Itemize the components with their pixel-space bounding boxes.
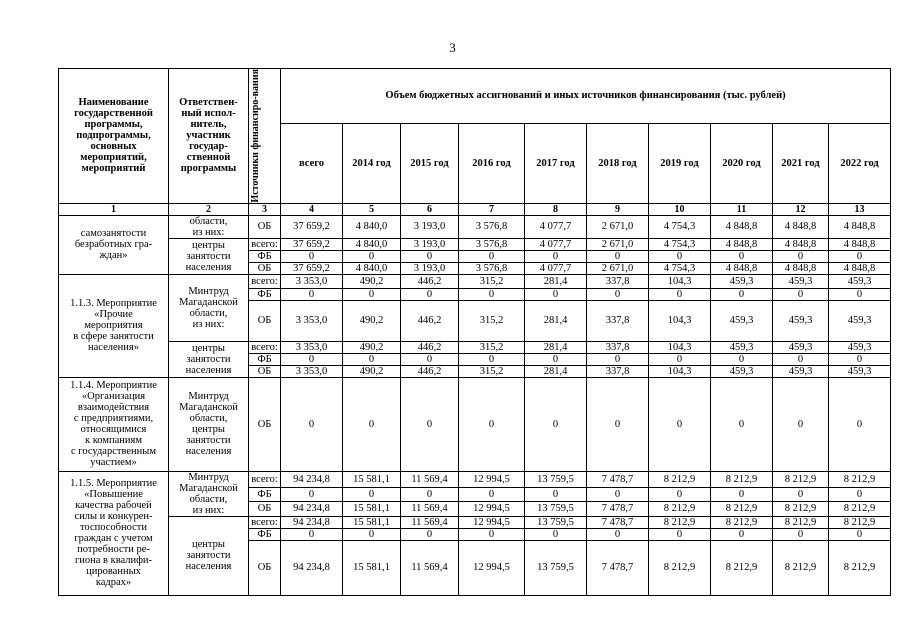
funding-source: ФБ <box>249 528 281 540</box>
amount-cell: 0 <box>711 250 773 262</box>
funding-source: всего: <box>249 238 281 250</box>
amount-cell: 459,3 <box>773 300 829 341</box>
amount-cell: 37 659,2 <box>281 262 343 274</box>
column-index: 3 <box>249 203 281 215</box>
amount-cell: 4 848,8 <box>829 262 891 274</box>
amount-cell: 337,8 <box>587 300 649 341</box>
amount-cell: 0 <box>587 288 649 300</box>
amount-cell: 8 212,9 <box>711 502 773 516</box>
amount-cell: 94 234,8 <box>281 540 343 595</box>
amount-cell: 4 754,3 <box>649 215 711 238</box>
amount-cell: 281,4 <box>525 341 587 353</box>
measure-name: 1.1.3. Мероприятие «Прочие мероприятия в сфере занятости населения» <box>59 274 169 377</box>
amount-cell: 4 754,3 <box>649 238 711 250</box>
year-header: 2020 год <box>711 123 773 203</box>
amount-cell: 0 <box>401 353 459 365</box>
amount-cell: 0 <box>587 377 649 471</box>
amount-cell: 7 478,7 <box>587 502 649 516</box>
amount-cell: 8 212,9 <box>649 471 711 488</box>
amount-cell: 8 212,9 <box>829 540 891 595</box>
amount-cell: 4 840,0 <box>343 262 401 274</box>
amount-cell: 459,3 <box>829 274 891 288</box>
amount-cell: 3 576,8 <box>459 262 525 274</box>
header-source <box>249 69 281 204</box>
amount-cell: 459,3 <box>773 365 829 377</box>
responsible-executor: Минтруд Магаданской области, центры занятости населения <box>169 377 249 471</box>
funding-source: ФБ <box>249 288 281 300</box>
amount-cell: 8 212,9 <box>711 516 773 528</box>
amount-cell: 4 848,8 <box>711 215 773 238</box>
amount-cell: 0 <box>343 377 401 471</box>
responsible-executor: центры занятости населения <box>169 238 249 274</box>
funding-source: ФБ <box>249 353 281 365</box>
header-source-label: Источники финансиро-вания <box>250 69 261 203</box>
amount-cell: 0 <box>525 353 587 365</box>
funding-source: ОБ <box>249 540 281 595</box>
amount-cell: 0 <box>829 353 891 365</box>
amount-cell: 0 <box>649 488 711 502</box>
amount-cell: 459,3 <box>773 341 829 353</box>
table-row <box>59 377 891 471</box>
amount-cell: 0 <box>525 288 587 300</box>
amount-cell: 7 478,7 <box>587 540 649 595</box>
amount-cell: 3 353,0 <box>281 365 343 377</box>
amount-cell: 0 <box>401 288 459 300</box>
amount-cell: 490,2 <box>343 274 401 288</box>
amount-cell: 0 <box>711 488 773 502</box>
amount-cell: 104,3 <box>649 341 711 353</box>
amount-cell: 94 234,8 <box>281 471 343 488</box>
amount-cell: 0 <box>459 528 525 540</box>
amount-cell: 3 576,8 <box>459 215 525 238</box>
amount-cell: 0 <box>773 377 829 471</box>
amount-cell: 4 077,7 <box>525 215 587 238</box>
amount-cell: 315,2 <box>459 341 525 353</box>
amount-cell: 0 <box>711 528 773 540</box>
amount-cell: 8 212,9 <box>829 502 891 516</box>
column-index: 1 <box>59 203 169 215</box>
amount-cell: 0 <box>343 488 401 502</box>
amount-cell: 3 353,0 <box>281 274 343 288</box>
column-index: 9 <box>587 203 649 215</box>
amount-cell: 0 <box>401 488 459 502</box>
column-index: 13 <box>829 203 891 215</box>
amount-cell: 459,3 <box>711 274 773 288</box>
amount-cell: 7 478,7 <box>587 516 649 528</box>
amount-cell: 0 <box>459 250 525 262</box>
header-name: Наименование государственной программы, подпрограммы, основных мероприятий, мероприятий <box>59 69 169 204</box>
amount-cell: 0 <box>459 377 525 471</box>
amount-cell: 0 <box>281 377 343 471</box>
year-header: 2017 год <box>525 123 587 203</box>
amount-cell: 3 353,0 <box>281 300 343 341</box>
amount-cell: 0 <box>587 528 649 540</box>
amount-cell: 4 077,7 <box>525 262 587 274</box>
amount-cell: 0 <box>829 250 891 262</box>
column-index: 11 <box>711 203 773 215</box>
amount-cell: 0 <box>343 528 401 540</box>
amount-cell: 281,4 <box>525 365 587 377</box>
year-header: 2021 год <box>773 123 829 203</box>
column-index: 2 <box>169 203 249 215</box>
amount-cell: 337,8 <box>587 274 649 288</box>
amount-cell: 459,3 <box>829 300 891 341</box>
amount-cell: 0 <box>711 288 773 300</box>
amount-cell: 4 848,8 <box>773 262 829 274</box>
amount-cell: 0 <box>711 353 773 365</box>
amount-cell: 8 212,9 <box>773 471 829 488</box>
table-row <box>59 341 891 353</box>
measure-name: 1.1.4. Мероприятие «Организация взаимодействия с предприятиями, относящимися к компаниям с государственным участием» <box>59 377 169 471</box>
amount-cell: 3 193,0 <box>401 262 459 274</box>
amount-cell: 490,2 <box>343 300 401 341</box>
table-row <box>59 471 891 488</box>
year-header: всего <box>281 123 343 203</box>
amount-cell: 0 <box>711 377 773 471</box>
amount-cell: 8 212,9 <box>649 502 711 516</box>
amount-cell: 0 <box>649 250 711 262</box>
amount-cell: 0 <box>773 528 829 540</box>
amount-cell: 8 212,9 <box>649 516 711 528</box>
amount-cell: 7 478,7 <box>587 471 649 488</box>
amount-cell: 8 212,9 <box>773 516 829 528</box>
budget-table <box>58 68 891 596</box>
amount-cell: 0 <box>587 250 649 262</box>
amount-cell: 8 212,9 <box>829 471 891 488</box>
amount-cell: 0 <box>773 353 829 365</box>
amount-cell: 4 840,0 <box>343 238 401 250</box>
amount-cell: 13 759,5 <box>525 540 587 595</box>
amount-cell: 0 <box>343 250 401 262</box>
amount-cell: 15 581,1 <box>343 516 401 528</box>
amount-cell: 94 234,8 <box>281 502 343 516</box>
amount-cell: 337,8 <box>587 365 649 377</box>
amount-cell: 315,2 <box>459 300 525 341</box>
column-index: 10 <box>649 203 711 215</box>
year-header: 2022 год <box>829 123 891 203</box>
amount-cell: 0 <box>281 250 343 262</box>
amount-cell: 0 <box>773 250 829 262</box>
responsible-executor: центры занятости населения <box>169 341 249 377</box>
header-volume: Объем бюджетных ассигнований и иных источников финансирования (тыс. рублей) <box>281 69 891 124</box>
amount-cell: 0 <box>773 488 829 502</box>
amount-cell: 0 <box>459 488 525 502</box>
amount-cell: 8 212,9 <box>773 502 829 516</box>
amount-cell: 3 576,8 <box>459 238 525 250</box>
amount-cell: 0 <box>525 488 587 502</box>
amount-cell: 13 759,5 <box>525 502 587 516</box>
amount-cell: 0 <box>459 353 525 365</box>
amount-cell: 11 569,4 <box>401 502 459 516</box>
amount-cell: 0 <box>587 353 649 365</box>
amount-cell: 37 659,2 <box>281 238 343 250</box>
amount-cell: 0 <box>401 250 459 262</box>
amount-cell: 3 353,0 <box>281 341 343 353</box>
amount-cell: 0 <box>829 288 891 300</box>
amount-cell: 3 193,0 <box>401 238 459 250</box>
amount-cell: 104,3 <box>649 365 711 377</box>
responsible-executor: Минтруд Магаданской области, из них: <box>169 471 249 516</box>
funding-source: ОБ <box>249 262 281 274</box>
page-number: 3 <box>449 40 456 55</box>
amount-cell: 8 212,9 <box>773 540 829 595</box>
amount-cell: 0 <box>459 288 525 300</box>
amount-cell: 37 659,2 <box>281 215 343 238</box>
amount-cell: 104,3 <box>649 300 711 341</box>
amount-cell: 315,2 <box>459 274 525 288</box>
funding-source: ОБ <box>249 215 281 238</box>
funding-source: ФБ <box>249 250 281 262</box>
column-index: 12 <box>773 203 829 215</box>
funding-source: ОБ <box>249 377 281 471</box>
table-row <box>59 238 891 250</box>
amount-cell: 2 671,0 <box>587 238 649 250</box>
amount-cell: 4 848,8 <box>829 238 891 250</box>
year-header: 2014 год <box>343 123 401 203</box>
table-body <box>59 215 891 595</box>
amount-cell: 94 234,8 <box>281 516 343 528</box>
amount-cell: 459,3 <box>829 365 891 377</box>
amount-cell: 0 <box>829 488 891 502</box>
column-index: 4 <box>281 203 343 215</box>
table-row <box>59 274 891 288</box>
amount-cell: 0 <box>525 250 587 262</box>
amount-cell: 15 581,1 <box>343 471 401 488</box>
amount-cell: 11 569,4 <box>401 516 459 528</box>
amount-cell: 15 581,1 <box>343 540 401 595</box>
amount-cell: 446,2 <box>401 300 459 341</box>
amount-cell: 15 581,1 <box>343 502 401 516</box>
amount-cell: 12 994,5 <box>459 516 525 528</box>
amount-cell: 8 212,9 <box>829 516 891 528</box>
funding-source: ФБ <box>249 488 281 502</box>
amount-cell: 0 <box>281 353 343 365</box>
amount-cell: 11 569,4 <box>401 471 459 488</box>
year-header: 2019 год <box>649 123 711 203</box>
amount-cell: 459,3 <box>773 274 829 288</box>
amount-cell: 13 759,5 <box>525 516 587 528</box>
amount-cell: 459,3 <box>829 341 891 353</box>
amount-cell: 4 848,8 <box>773 215 829 238</box>
funding-source: ОБ <box>249 365 281 377</box>
amount-cell: 0 <box>343 288 401 300</box>
amount-cell: 0 <box>343 353 401 365</box>
amount-cell: 446,2 <box>401 274 459 288</box>
index-row <box>59 203 891 215</box>
table-row <box>59 215 891 238</box>
amount-cell: 490,2 <box>343 365 401 377</box>
funding-source: всего: <box>249 471 281 488</box>
amount-cell: 490,2 <box>343 341 401 353</box>
year-header: 2016 год <box>459 123 525 203</box>
funding-source: всего: <box>249 274 281 288</box>
measure-name: 1.1.5. Мероприятие «Повышение качества рабочей силы и конкурен- тоспособности граждан с учетом потребности ре- гиона в квалифи- цированных кадрах» <box>59 471 169 595</box>
amount-cell: 0 <box>281 288 343 300</box>
amount-cell: 104,3 <box>649 274 711 288</box>
responsible-executor: области, из них: <box>169 215 249 238</box>
amount-cell: 0 <box>401 528 459 540</box>
amount-cell: 0 <box>281 488 343 502</box>
amount-cell: 2 671,0 <box>587 215 649 238</box>
year-header: 2018 год <box>587 123 649 203</box>
amount-cell: 0 <box>587 488 649 502</box>
header-responsible: Ответствен- ный испол- нитель, участник государ- ственной программы <box>169 69 249 204</box>
responsible-executor: центры занятости населения <box>169 516 249 595</box>
amount-cell: 4 848,8 <box>711 238 773 250</box>
amount-cell: 4 840,0 <box>343 215 401 238</box>
column-index: 8 <box>525 203 587 215</box>
responsible-executor: Минтруд Магаданской области, из них: <box>169 274 249 341</box>
amount-cell: 12 994,5 <box>459 502 525 516</box>
amount-cell: 12 994,5 <box>459 471 525 488</box>
amount-cell: 4 848,8 <box>773 238 829 250</box>
amount-cell: 4 848,8 <box>829 215 891 238</box>
table-row <box>59 516 891 528</box>
column-index: 6 <box>401 203 459 215</box>
amount-cell: 3 193,0 <box>401 215 459 238</box>
funding-source: ОБ <box>249 300 281 341</box>
amount-cell: 446,2 <box>401 365 459 377</box>
amount-cell: 0 <box>525 528 587 540</box>
amount-cell: 0 <box>829 528 891 540</box>
amount-cell: 337,8 <box>587 341 649 353</box>
amount-cell: 8 212,9 <box>711 471 773 488</box>
amount-cell: 315,2 <box>459 365 525 377</box>
funding-source: всего: <box>249 341 281 353</box>
amount-cell: 4 077,7 <box>525 238 587 250</box>
amount-cell: 459,3 <box>711 300 773 341</box>
amount-cell: 0 <box>649 353 711 365</box>
amount-cell: 4 848,8 <box>711 262 773 274</box>
header-row <box>59 69 891 124</box>
year-header: 2015 год <box>401 123 459 203</box>
amount-cell: 281,4 <box>525 274 587 288</box>
column-index: 7 <box>459 203 525 215</box>
amount-cell: 0 <box>281 528 343 540</box>
amount-cell: 0 <box>829 377 891 471</box>
amount-cell: 13 759,5 <box>525 471 587 488</box>
amount-cell: 459,3 <box>711 341 773 353</box>
amount-cell: 0 <box>525 377 587 471</box>
amount-cell: 459,3 <box>711 365 773 377</box>
amount-cell: 0 <box>649 528 711 540</box>
amount-cell: 0 <box>649 288 711 300</box>
amount-cell: 2 671,0 <box>587 262 649 274</box>
amount-cell: 4 754,3 <box>649 262 711 274</box>
amount-cell: 8 212,9 <box>711 540 773 595</box>
amount-cell: 0 <box>401 377 459 471</box>
measure-name: самозанятости безработных гра- ждан» <box>59 215 169 274</box>
amount-cell: 446,2 <box>401 341 459 353</box>
amount-cell: 8 212,9 <box>649 540 711 595</box>
funding-source: ОБ <box>249 502 281 516</box>
amount-cell: 0 <box>773 288 829 300</box>
amount-cell: 281,4 <box>525 300 587 341</box>
amount-cell: 0 <box>649 377 711 471</box>
amount-cell: 11 569,4 <box>401 540 459 595</box>
column-index: 5 <box>343 203 401 215</box>
amount-cell: 12 994,5 <box>459 540 525 595</box>
funding-source: всего: <box>249 516 281 528</box>
